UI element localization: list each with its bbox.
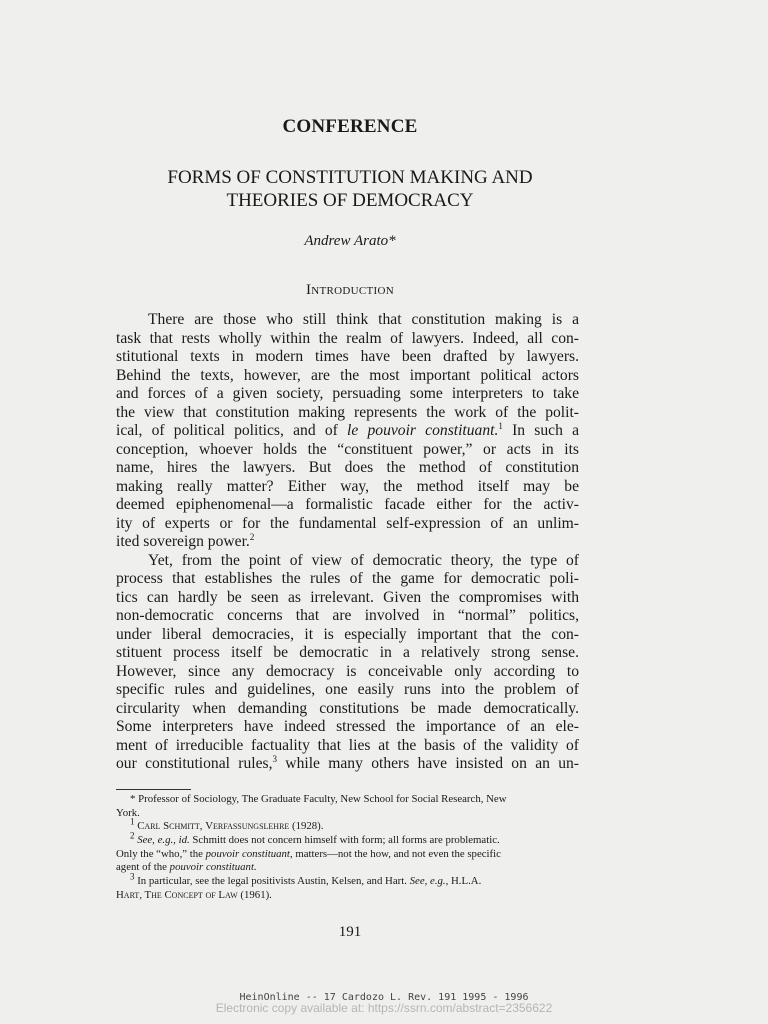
footnote-text: H.L.A. xyxy=(448,875,482,888)
body-line: circularity when demanding constitutions be made democratically. xyxy=(116,699,579,717)
footnote-mark[interactable]: 2 xyxy=(249,531,255,542)
cited-title: Verfassungslehre xyxy=(205,820,290,833)
body-line: name, hires the lawyers. But does the method of constitution xyxy=(116,459,579,476)
footnote-star: * Professor of Sociology, The Graduate Faculty, New School for Social Research, New xyxy=(130,793,507,805)
body-line: deemed epiphenomenal—a formalistic facade either for the activ- xyxy=(116,496,579,513)
body-line: ment of irreducible factuality that lies at the basis of the validity of xyxy=(116,736,579,754)
footnote-number: 3 xyxy=(130,871,135,882)
cited-work: Hart, The Concept of Law xyxy=(116,888,238,901)
footnote-1 xyxy=(116,816,580,834)
footnote-star-cont: York. xyxy=(116,806,140,819)
footnote-text: , matters—not the how, and not even the specific xyxy=(289,847,501,860)
body-line xyxy=(116,533,579,552)
body-text xyxy=(116,311,579,774)
italic-phrase: pouvoir constituant. xyxy=(169,861,257,874)
body-line-end: In such a xyxy=(502,422,579,439)
body-line: There are those who still think that constitution making is a xyxy=(148,311,579,328)
footnotes xyxy=(116,793,580,903)
body-line: under liberal democracies, it is especially important that the con- xyxy=(116,625,579,643)
body-line-start: our constitutional rules, xyxy=(116,755,273,772)
body-line: making really matter? Either way, the method itself may be xyxy=(116,477,579,495)
body-line: tics can hardly be seen as irrelevant. Given the compromises with xyxy=(116,588,579,606)
footnote-2-line xyxy=(116,848,580,862)
signal: See, e.g., xyxy=(409,875,449,888)
footnote-text: In particular, see the legal positivists Austin, Kelsen, and Hart. xyxy=(134,875,410,888)
body-line xyxy=(116,755,579,774)
footnote-mark[interactable]: 3 xyxy=(272,753,277,764)
body-line: Some interpreters have indeed stressed the importance of an ele- xyxy=(116,718,579,735)
footnote-text: agent of the xyxy=(116,861,170,874)
body-line-start: ical, of political politics, and of xyxy=(116,422,338,439)
body-line: specific rules and guidelines, one easily runs into the problem of xyxy=(116,681,579,698)
article-title xyxy=(0,166,700,212)
cited-year: (1961). xyxy=(237,888,272,901)
footnote-number: 1 xyxy=(130,816,135,827)
body-line: However, since any democracy is conceivable only according to xyxy=(116,662,579,680)
separator: , xyxy=(199,820,206,833)
cited-author: Carl Schmitt xyxy=(137,820,200,833)
italic-phrase: le pouvoir constituant. xyxy=(347,422,499,439)
body-line: stituent process itself be democratic in a relatively strong sense. xyxy=(116,644,579,661)
title-line: THEORIES OF DEMOCRACY xyxy=(226,190,474,211)
section-heading: CONFERENCE xyxy=(282,116,418,137)
footnote-text: Schmitt does not concern himself with form; all forms are problematic. xyxy=(189,834,500,847)
footnote-2-line xyxy=(116,861,580,875)
footnote-mark[interactable]: 1 xyxy=(498,420,503,431)
body-line-text: ited sovereign power. xyxy=(116,533,250,550)
body-line-end: while many others have insisted on an un- xyxy=(277,755,579,772)
cited-year: (1928). xyxy=(289,820,324,833)
footnote-3 xyxy=(116,871,580,889)
footnote-2 xyxy=(116,830,580,848)
body-line: stitutional texts in modern times have been drafted by lawyers. xyxy=(116,348,579,365)
body-line xyxy=(116,422,579,441)
body-line: conception, whoever holds the “constituent power,” or acts in its xyxy=(116,440,579,458)
body-line: task that rests wholly within the realm of lawyers. Indeed, all con- xyxy=(116,329,579,347)
signal: See, e.g., id. xyxy=(137,834,190,847)
page-number: 191 xyxy=(338,924,362,940)
body-line: process that establishes the rules of the game for democratic poli- xyxy=(116,570,579,587)
heinonline-watermark: HeinOnline -- 17 Cardozo L. Rev. 191 1995 - 1996 xyxy=(239,992,529,1003)
body-line: non-democratic concerns that are involved in “normal” politics, xyxy=(116,607,579,624)
title-line: FORMS OF CONSTITUTION MAKING AND xyxy=(167,167,533,188)
body-line: Yet, from the point of view of democratic theory, the type of xyxy=(148,551,579,569)
ssrn-watermark: Electronic copy available at: https://ssrn.com/abstract=2356622 xyxy=(215,1001,553,1015)
body-line: the view that constitution making represents the work of the polit- xyxy=(116,403,579,421)
footnote-text: Only the “who,” the xyxy=(116,847,206,860)
footnote-3-line xyxy=(116,889,580,903)
body-line: ity of experts or for the fundamental self-expression of an unlim- xyxy=(116,514,579,532)
body-line: and forces of a given society, persuading some interpreters to take xyxy=(116,385,579,402)
author-name: Andrew Arato* xyxy=(304,233,396,249)
footnote-number: 2 xyxy=(130,830,135,841)
italic-phrase: pouvoir constituant xyxy=(205,847,290,860)
intro-heading: Introduction xyxy=(305,282,395,298)
footnote-divider xyxy=(116,789,191,790)
body-line: Behind the texts, however, are the most important political actors xyxy=(116,366,579,384)
